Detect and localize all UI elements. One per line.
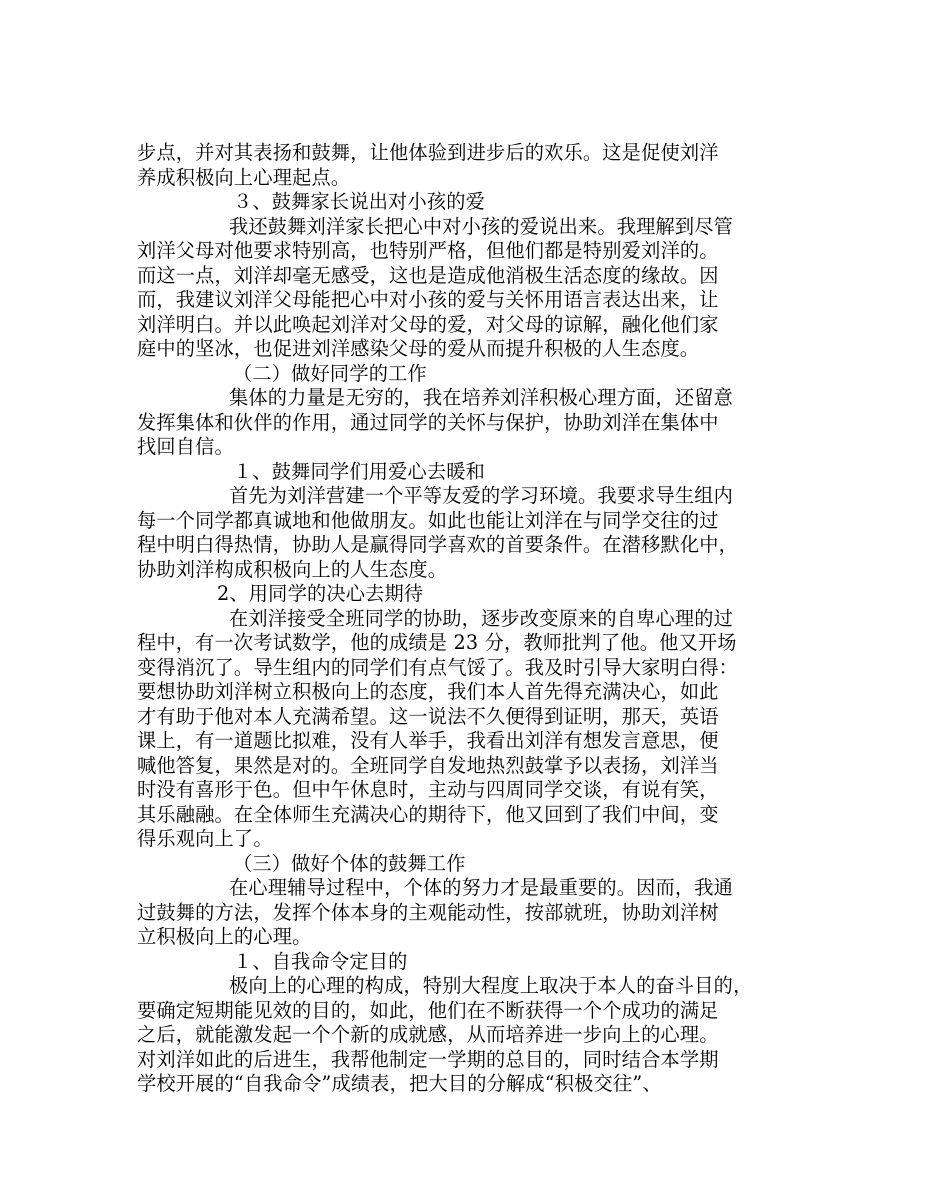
- text-line: （三）做好个体的鼓舞工作: [233, 851, 466, 875]
- text-line: 变得消沉了。导生组内的同学们有点气馁了。我及时引导大家明白得：: [137, 655, 739, 679]
- document-page: [137, 141, 813, 1097]
- text-line: 刘洋明白。并以此唤起刘洋对父母的爱，对父母的谅解，融化他们家: [137, 312, 719, 336]
- text-line: 程中，有一次考试数学，他的成绩是 23 分，教师批判了他。他又开场: [137, 631, 737, 654]
- text-line: 对刘洋如此的后进生，我帮他制定一学期的总目的，同时结合本学期: [137, 1047, 719, 1071]
- text-line: （二）做好同学的工作: [233, 361, 427, 385]
- text-line: 2、用同学的决心去期待: [217, 582, 424, 605]
- text-line: 之后，就能激发起一个个新的成就感，从而培养进一步向上的心理。: [137, 1023, 719, 1046]
- text-line: １、鼓舞同学们用爱心去暖和: [233, 459, 486, 483]
- text-line: 程中明白得热情，协助人是赢得同学喜欢的首要条件。在潜移默化中，: [137, 533, 739, 556]
- text-line: 过鼓舞的方法，发挥个体本身的主观能动性，按部就班，协助刘洋树: [137, 900, 719, 924]
- text-line: 集体的力量是无穷的，我在培养刘洋积极心理方面，还留意: [229, 386, 734, 409]
- text-line: 极向上的心理的构成，特别大程度上取决于本人的奋斗目的，: [229, 974, 753, 997]
- text-line: ３、鼓舞家长说出对小孩的爱: [233, 190, 486, 213]
- text-line: 发挥集体和伙伴的作用，通过同学的关怀与保护，协助刘洋在集体中: [137, 410, 719, 434]
- text-line: 而这一点，刘洋却毫无感受，这也是造成他消极生活态度的缘故。因: [137, 263, 719, 287]
- text-line: 协助刘洋构成积极向上的人生态度。: [137, 557, 448, 581]
- text-line: 在心理辅导过程中，个体的努力才是最重要的。因而，我通: [229, 876, 734, 899]
- text-line: 要确定短期能见效的目的，如此，他们在不断获得一个个成功的满足: [137, 998, 719, 1022]
- text-line: 学校开展的“自我命令”成绩表，把大目的分解成“积极交往”、: [137, 1072, 662, 1095]
- text-line: 刘洋父母对他要求特别高，也特别严格，但他们都是特别爱刘洋的。: [137, 239, 719, 262]
- text-line: 在刘洋接受全班同学的协助，逐步改变原来的自卑心理的过: [229, 606, 734, 630]
- text-line: 而，我建议刘洋父母能把心中对小孩的爱与关怀用语言表达出来，让: [137, 288, 719, 311]
- text-line: 步点，并对其表扬和鼓舞，让他体验到进步后的欢乐。这是促使刘洋: [137, 141, 719, 164]
- text-line: 每一个同学都真诚地和他做朋友。如此也能让刘洋在与同学交往的过: [137, 508, 719, 532]
- text-line: 庭中的坚冰，也促进刘洋感染父母的爱从而提升积极的人生态度。: [137, 337, 700, 360]
- text-line: 才有助于他对本人充满希望。这一说法不久便得到证明，那天，英语: [137, 704, 719, 728]
- text-line: 得乐观向上了。: [137, 827, 273, 850]
- text-line: 喊他答复，果然是对的。全班同学自发地热烈鼓掌予以表扬，刘洋当: [137, 753, 719, 777]
- text-line: 时没有喜形于色。但中午休息时，主动与四周同学交谈，有说有笑，: [137, 778, 719, 801]
- text-line: 我还鼓舞刘洋家长把心中对小孩的爱说出来。我理解到尽管: [229, 214, 734, 238]
- text-line: 立积极向上的心理。: [137, 925, 312, 948]
- text-line: １、自我命令定目的: [233, 949, 408, 973]
- text-line: 找回自信。: [137, 435, 234, 458]
- text-line: 其乐融融。在全体师生充满决心的期待下，他又回到了我们中间，变: [137, 802, 719, 826]
- text-line: 要想协助刘洋树立积极向上的态度，我们本人首先得充满决心，如此: [137, 680, 719, 703]
- text-line: 首先为刘洋营建一个平等友爱的学习环境。我要求导生组内: [229, 484, 734, 507]
- text-line: 课上，有一道题比拟难，没有人举手，我看出刘洋有想发言意思，便: [137, 729, 719, 752]
- text-line: 养成积极向上心理起点。: [137, 165, 351, 189]
